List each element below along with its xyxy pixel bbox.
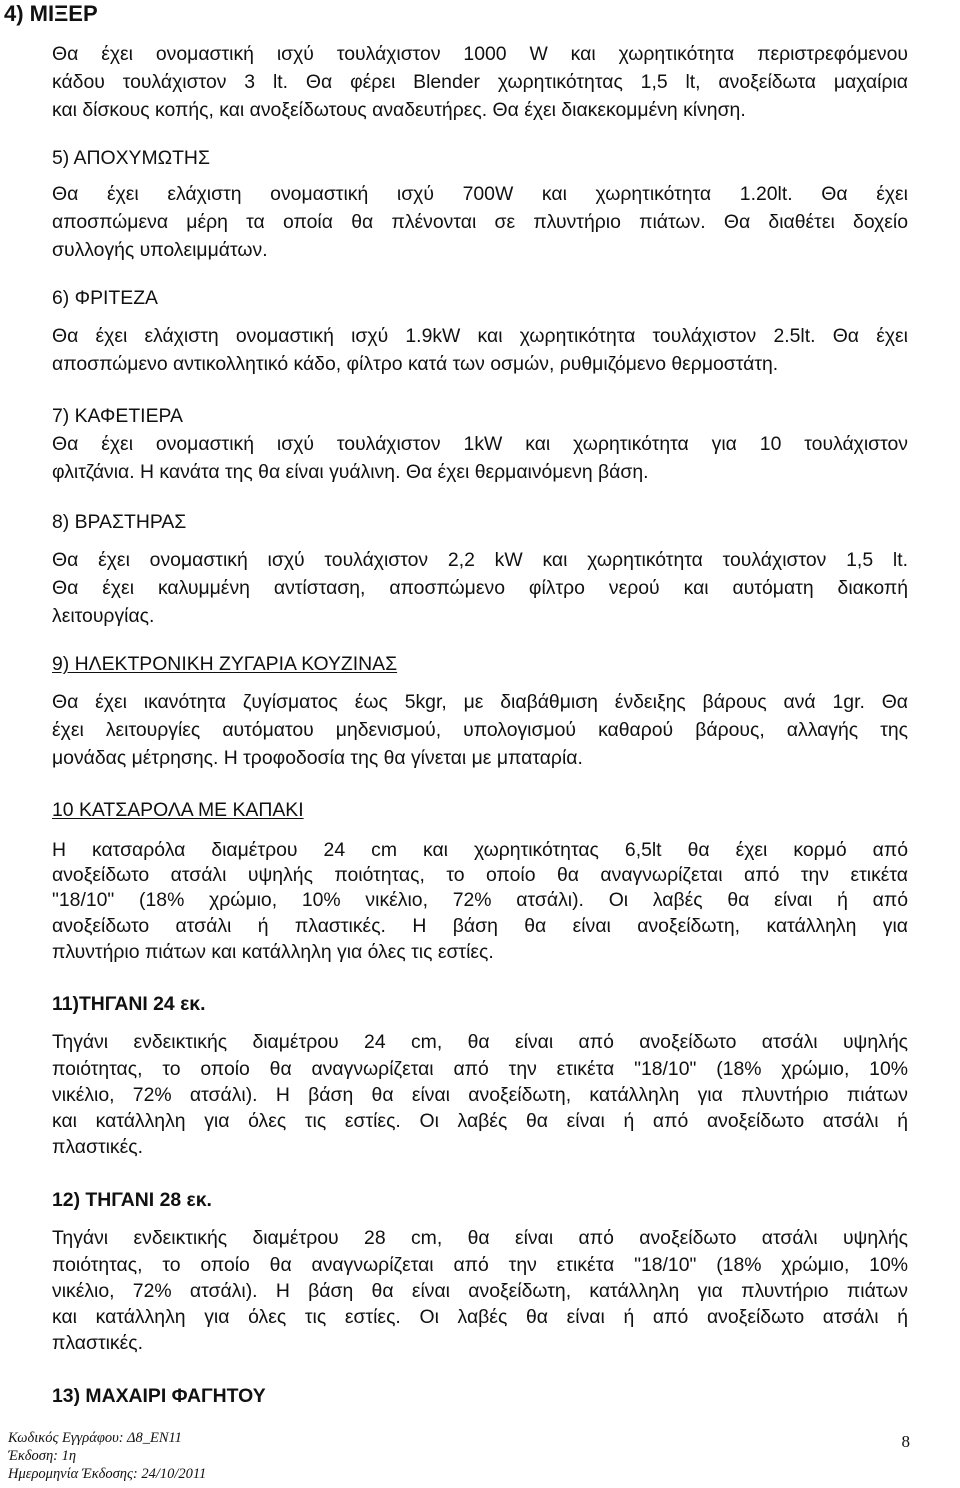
pan28-line-2: ποιότητας, το οποίο θα αναγνωρίζεται από την ετικέτα "18/10" (18% χρώμιο, 10% xyxy=(52,1254,908,1276)
pan28-line-1: Τηγάνι ενδεικτικής διαμέτρου 28 cm, θα είναι από ανοξείδωτο ατσάλι υψηλής xyxy=(52,1227,908,1249)
fryer-line-2: αποσπώμενο αντικολλητικό κάδο, φίλτρο κατά των οσμών, ρυθμιζόμενο θερμοστάτη. xyxy=(52,353,779,375)
mixer-line-2: κάδου τουλάχιστον 3 lt. Θα φέρει Blender χωρητικότητας 1,5 lt, ανοξείδωτα μαχαίρια xyxy=(52,71,908,93)
heading-fryer: 6) ΦΡΙΤΕΖΑ xyxy=(52,287,158,309)
mixer-line-1: Θα έχει ονομαστική ισχύ τουλάχιστον 1000 W και χωρητικότητα περιστρεφόμενου xyxy=(52,43,908,65)
pot-line-2: ανοξείδωτο ατσάλι υψηλής ποιότητας, το οποίο θα αναγνωρίζεται από την ετικέτα xyxy=(52,864,908,886)
kettle-line-2: Θα έχει καλυμμένη αντίσταση, αποσπώμενο φίλτρο νερού και αυτόματη διακοπή xyxy=(52,577,908,599)
heading-juicer: 5) ΑΠΟΧΥΜΩΤΗΣ xyxy=(52,147,210,169)
pan28-line-3: νικέλιο, 72% ατσάλι). Η βάση θα είναι ανοξείδωτη, κατάλληλη για πλυντήριο πιάτων xyxy=(52,1280,908,1302)
footer-edition: Έκδοση: 1η xyxy=(8,1448,77,1464)
heading-kettle: 8) ΒΡΑΣΤΗΡΑΣ xyxy=(52,511,187,533)
heading-knife: 13) ΜΑΧΑΙΡΙ ΦΑΓΗΤΟΥ xyxy=(52,1385,266,1407)
pan24-line-2: ποιότητας, το οποίο θα αναγνωρίζεται από την ετικέτα "18/10" (18% χρώμιο, 10% xyxy=(52,1058,908,1080)
kettle-line-1: Θα έχει ονομαστική ισχύ τουλάχιστον 2,2 kW και χωρητικότητα τουλάχιστον 1,5 lt. xyxy=(52,549,908,571)
pan28-line-4: και κατάλληλη για όλες τις εστίες. Οι λαβές θα είναι ή από ανοξείδωτο ατσάλι ή xyxy=(52,1306,908,1328)
coffee-line-1: Θα έχει ονομαστική ισχύ τουλάχιστον 1kW και χωρητικότητα για 10 τουλάχιστον xyxy=(52,433,908,455)
pan24-line-1: Τηγάνι ενδεικτικής διαμέτρου 24 cm, θα είναι από ανοξείδωτο ατσάλι υψηλής xyxy=(52,1031,908,1053)
scale-line-2: έχει λειτουργίες αυτόματου μηδενισμού, υπολογισμού καθαρού βάρους, αλλαγής της xyxy=(52,719,908,741)
kettle-line-3: λειτουργίας. xyxy=(52,605,155,627)
fryer-line-1: Θα έχει ελάχιστη ονομαστική ισχύ 1.9kW και χωρητικότητα τουλάχιστον 2.5lt. Θα έχει xyxy=(52,325,908,347)
heading-coffee: 7) ΚΑΦΕΤΙΕΡΑ xyxy=(52,405,183,427)
coffee-line-2: φλιτζάνια. Η κανάτα της θα είναι γυάλινη. Θα έχει θερμαινόμενη βάση. xyxy=(52,461,649,483)
juicer-line-3: συλλογής υπολειμμάτων. xyxy=(52,239,268,261)
heading-mixer: 4) ΜΙΞΕΡ xyxy=(4,1,98,26)
juicer-line-1: Θα έχει ελάχιστη ονομαστική ισχύ 700W και χωρητικότητα 1.20lt. Θα έχει xyxy=(52,183,908,205)
heading-pot: 10 ΚΑΤΣΑΡΟΛΑ ΜΕ ΚΑΠΑΚΙ xyxy=(52,799,304,821)
pot-line-3: "18/10" (18% χρώμιο, 10% νικέλιο, 72% ατσάλι). Οι λαβές θα είναι ή από xyxy=(52,889,908,911)
footer-issue-date: Ημερομηνία Έκδοσης: 24/10/2011 xyxy=(8,1466,207,1482)
mixer-line-3: και δίσκους κοπής, και ανοξείδωτους αναδευτήρες. Θα έχει διακεκομμένη κίνηση. xyxy=(52,99,746,121)
heading-pan-24: 11)ΤΗΓΑΝΙ 24 εκ. xyxy=(52,993,206,1015)
page-number: 8 xyxy=(901,1432,910,1451)
pan24-line-5: πλαστικές. xyxy=(52,1136,143,1158)
pot-line-4: ανοξείδωτο ατσάλι ή πλαστικές. Η βάση θα είναι ανοξείδωτη, κατάλληλη για xyxy=(52,915,908,937)
pan28-line-5: πλαστικές. xyxy=(52,1332,143,1354)
pan24-line-4: και κατάλληλη για όλες τις εστίες. Οι λαβές θα είναι ή από ανοξείδωτο ατσάλι ή xyxy=(52,1110,908,1132)
juicer-line-2: αποσπώμενα μέρη τα οποία θα πλένονται σε πλυντήριο πιάτων. Θα διαθέτει δοχείο xyxy=(52,211,908,233)
scale-line-1: Θα έχει ικανότητα ζυγίσματος έως 5kgr, με διαβάθμιση ένδειξης βάρους ανά 1gr. Θα xyxy=(52,691,908,713)
pot-line-5: πλυντήριο πιάτων και κατάλληλη για όλες τις εστίες. xyxy=(52,941,494,963)
footer-doc-code: Κωδικός Εγγράφου: Δ8_ΕΝ11 xyxy=(8,1430,182,1446)
heading-scale: 9) ΗΛΕΚΤΡΟΝΙΚΗ ΖΥΓΑΡΙΑ ΚΟΥΖΙΝΑΣ xyxy=(52,653,398,675)
scale-line-3: μονάδας μέτρησης. Η τροφοδοσία της θα γίνεται με μπαταρία. xyxy=(52,747,583,769)
pan24-line-3: νικέλιο, 72% ατσάλι). Η βάση θα είναι ανοξείδωτη, κατάλληλη για πλυντήριο πιάτων xyxy=(52,1084,908,1106)
pot-line-1: Η κατσαρόλα διαμέτρου 24 cm και χωρητικότητας 6,5lt θα έχει κορμό από xyxy=(52,839,908,861)
heading-pan-28: 12) ΤΗΓΑΝΙ 28 εκ. xyxy=(52,1189,212,1211)
